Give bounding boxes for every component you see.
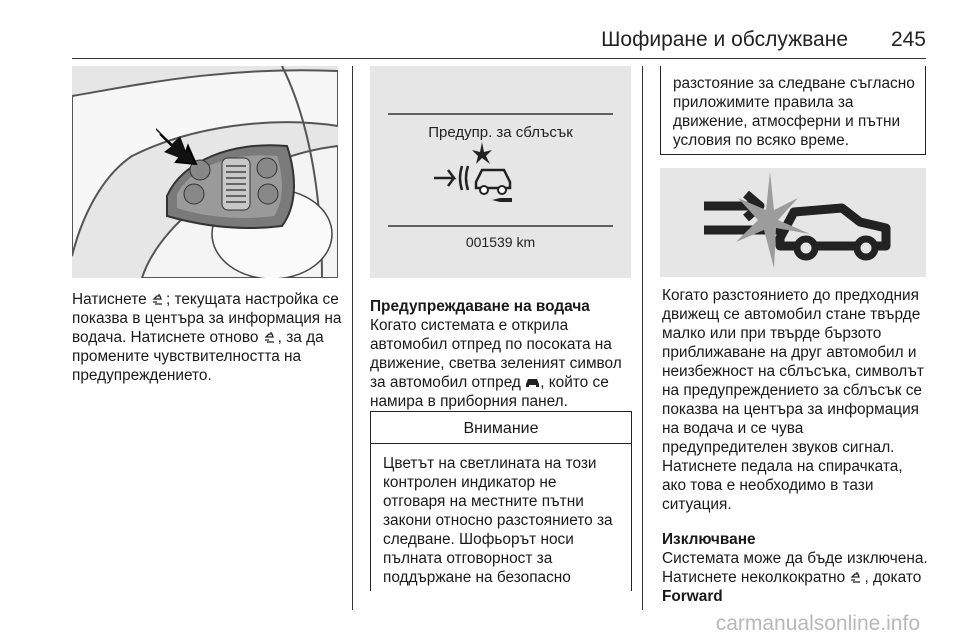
column-1-paragraph: Натиснете ; текущата настройка се показва в центъра за информация на водача. Натиснете отново , за да промените чувствителността на предупреждението.: [72, 291, 342, 384]
following-distance-button-icon: [849, 570, 864, 584]
section-heading-driver-warning: Предупреждаване на водача: [370, 298, 590, 315]
steering-wheel-image: [72, 66, 338, 278]
display-title: Предупр. за сблъсък: [428, 124, 573, 141]
page-title: Шофиране и обслужване: [601, 28, 848, 51]
warning-box: [370, 411, 632, 591]
deactivation-paragraph: Системата може да бъде изключена. Натиснете неколкократно , докато Forward: [662, 550, 928, 605]
column-divider-1: [352, 66, 353, 610]
warning-box-title: Внимание: [371, 412, 631, 444]
watermark: carmanualsonline.info: [715, 612, 920, 635]
header-rule: [72, 58, 926, 59]
vehicle-ahead-icon: [525, 376, 540, 389]
following-distance-button-icon: [263, 330, 278, 344]
warning-box-continued: [660, 66, 926, 155]
following-distance-button-icon: [151, 292, 166, 306]
column-2-paragraph: Когато системата е открила автомобил отпред по посоката на движение, светва зеленият символ за автомобил отпред , който се намира в приборния панел.: [370, 317, 622, 410]
collision-warning-paragraph: Когато разстоянието до предходния движещ се автомобил стане твърде малко или при твърде бързото приближаване на друг автомобил и неизбежност на сблъсъка, символът на предупреждението за сблъсък се показва на центъра за информация на водача и се чува предупредителен звуков сигнал. Натиснете педала на спирачката, ако това е необходимо в тази ситуация.: [662, 287, 924, 513]
driver-info-display-image: [370, 66, 631, 278]
warning-box-continued-text: разстояние за следване съгласно приложимите правила за движение, атмосферни и пътни условия по всяко време.: [673, 75, 915, 149]
column-divider-2: [642, 66, 643, 610]
column-2-text: [370, 297, 638, 411]
page-number: 245: [890, 28, 926, 51]
column-1-text: [72, 290, 348, 385]
page-header: [0, 28, 926, 58]
collision-warning-symbol-image: [660, 168, 926, 277]
section-heading-deactivation: Изключване: [662, 531, 756, 548]
display-odometer: 001539 km: [465, 234, 536, 250]
column-3-text: [662, 286, 928, 606]
warning-box-text: Цветът на светлината на този контролен индикатор не отговаря на местните пътни закони относно разстоянието за следване. Шофьорът носи пълната отговорност за поддържане на безопасно: [383, 455, 613, 586]
